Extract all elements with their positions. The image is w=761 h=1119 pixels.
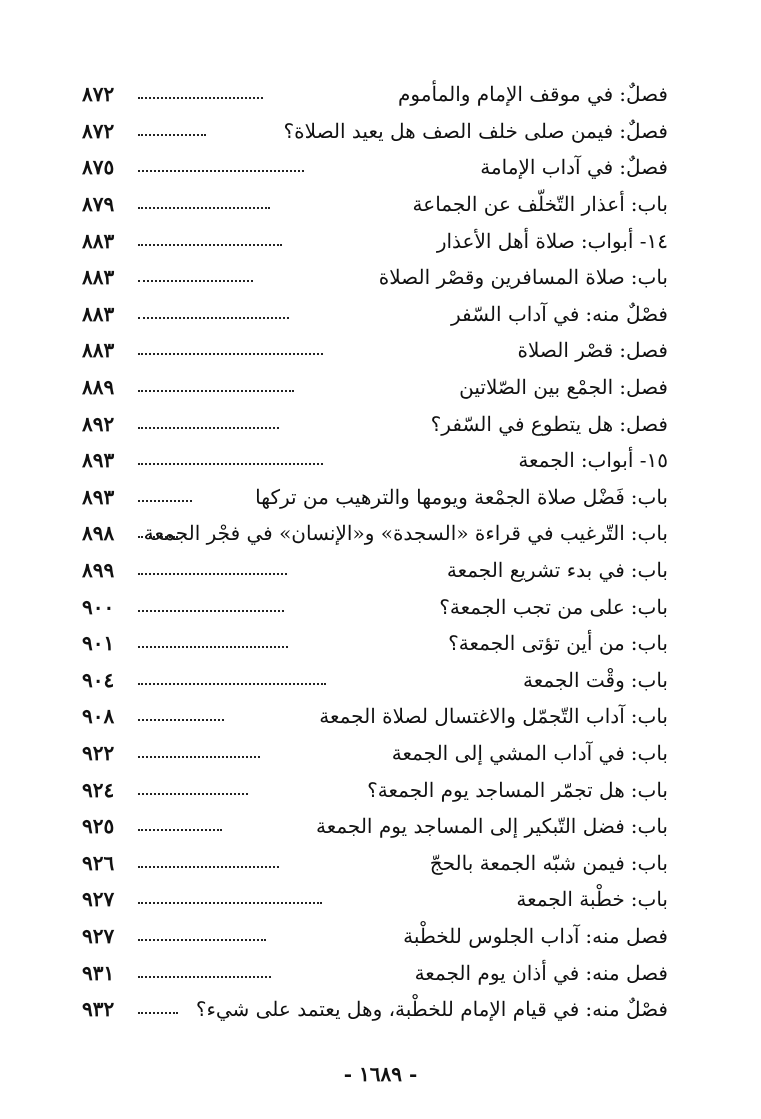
dot-leader: [138, 170, 304, 172]
toc-title: آداب الجلوس للخطْبة: [403, 923, 580, 948]
toc-title: أعذار التّخلّف عن الجماعة: [412, 192, 625, 217]
dot-leader: [138, 902, 322, 904]
toc-entry-text: [336, 667, 668, 692]
toc-label: ١٤- أبواب:: [580, 228, 668, 253]
toc-entry-text: [234, 704, 668, 729]
toc-row: [82, 149, 668, 186]
toc-entry-text: [188, 997, 668, 1022]
toc-row: [82, 515, 668, 552]
toc-page-number: ٨٨٣: [82, 338, 115, 363]
toc-page-number: ٨٨٣: [82, 301, 115, 326]
toc-title: الجمعة: [518, 448, 575, 473]
toc-page-number: ٨٩٩: [82, 558, 115, 583]
dot-leader: [138, 353, 323, 355]
dot-leader: [138, 463, 323, 465]
toc-entry-text: [216, 118, 668, 143]
toc-label: فصْلٌ منه:: [585, 301, 668, 326]
toc-row: [82, 625, 668, 662]
toc-entry-text: [258, 777, 668, 802]
toc-page-number: ٩٠٤: [81, 667, 115, 692]
toc-title: الجمْع بين الصّلاتين: [459, 375, 614, 400]
dot-leader: [138, 207, 270, 209]
toc-row: [82, 186, 668, 223]
toc-entry-text: [304, 375, 668, 400]
toc-row: [82, 479, 668, 516]
toc-page-number: ٨٨٩: [81, 375, 115, 400]
toc-entry-text: [263, 265, 668, 290]
dot-leader: [138, 646, 288, 648]
toc-label: باب:: [630, 704, 668, 729]
toc-title: في آداب الإمامة: [480, 155, 614, 180]
toc-title: هل يتطوع في السّفر؟: [430, 411, 614, 436]
toc-page-number: ٨٩٣: [82, 484, 115, 509]
toc-title: في آداب السّفر: [450, 301, 580, 326]
toc-row: [82, 991, 668, 1028]
toc-label: باب:: [630, 484, 668, 509]
toc-row: [82, 332, 668, 369]
toc-entry-text: [299, 301, 668, 326]
toc-label: باب:: [630, 631, 668, 656]
dot-leader: [138, 683, 326, 685]
toc-label: ١٥- أبواب:: [580, 448, 668, 473]
toc-label: باب:: [630, 850, 668, 875]
toc-label: باب:: [630, 777, 668, 802]
toc-entry-text: [314, 155, 668, 180]
toc-row: [82, 405, 668, 442]
toc-label: باب:: [630, 265, 668, 290]
toc-entry-text: [297, 558, 668, 583]
toc-label: فصل:: [619, 375, 668, 400]
toc-row: [82, 113, 668, 150]
toc-title: فضل التّبكير إلى المساجد يوم الجمعة: [315, 814, 625, 839]
toc-page-number: ٩٢٢: [82, 740, 115, 765]
toc-label: باب:: [630, 814, 668, 839]
toc-title: على من تجب الجمعة؟: [439, 594, 625, 619]
dot-leader: [138, 610, 284, 612]
toc-entry-text: [292, 228, 668, 253]
dot-leader: [138, 134, 206, 136]
dot-leader: [138, 976, 271, 978]
toc-label: باب:: [630, 740, 668, 765]
toc-row: [82, 844, 668, 881]
toc-label: فصل:: [619, 338, 668, 363]
toc-title: من أين تؤتى الجمعة؟: [448, 631, 625, 656]
toc-row: [82, 259, 668, 296]
toc-page-number: ٩٢٥: [81, 814, 115, 839]
dot-leader: [138, 793, 248, 795]
toc-label: باب:: [630, 521, 668, 546]
toc-entry-text: [289, 411, 668, 436]
dot-leader: [138, 1012, 178, 1014]
toc-entry-text: [273, 82, 668, 107]
toc-title: في آداب المشي إلى الجمعة: [391, 740, 625, 765]
toc-page-number: ٩٠١: [82, 631, 115, 656]
toc-row: [82, 662, 668, 699]
toc-label: فصْلٌ منه:: [585, 997, 668, 1022]
toc-page-number: ٨٨٣: [82, 228, 115, 253]
dot-leader: [138, 829, 222, 831]
toc-entry-text: [289, 850, 668, 875]
toc-page-number: ٩٢٦: [82, 850, 115, 875]
dot-leader: [138, 500, 192, 502]
toc-row: [82, 369, 668, 406]
toc-label: فصل:: [619, 411, 668, 436]
toc-title: في بدء تشريع الجمعة: [446, 558, 625, 583]
toc-row: [82, 954, 668, 991]
toc-title: صلاة أهل الأعذار: [436, 228, 575, 253]
toc-page-number: ٩٢٧: [82, 887, 115, 912]
dot-leader: [138, 317, 289, 319]
toc-page-number: ٨٩٢: [81, 411, 115, 436]
toc-title: خطْبة الجمعة: [516, 887, 625, 912]
toc-title: قصْر الصلاة: [517, 338, 614, 363]
toc-title: فيمن شبّه الجمعة بالحجّ: [429, 850, 625, 875]
toc-label: فصلٌ:: [619, 82, 668, 107]
toc-page-number: ٩٠٠: [81, 594, 115, 619]
toc-label: باب:: [630, 558, 668, 583]
toc-row: [82, 771, 668, 808]
toc-title: وقْت الجمعة: [523, 667, 625, 692]
toc-page-number: ٨٧٥: [81, 155, 115, 180]
toc-entry-text: [281, 960, 668, 985]
toc-page-number: ٨٩٨: [82, 521, 115, 546]
toc-entry-text: [298, 631, 668, 656]
toc-row: [82, 552, 668, 589]
toc-page-number: ٨٨٣: [82, 265, 115, 290]
toc-row: [82, 918, 668, 955]
toc-entry-text: [232, 814, 668, 839]
dot-leader: [138, 536, 178, 538]
toc-entry-text: [143, 521, 668, 546]
toc-title: آداب التّجمّل والاغتسال لصلاة الجمعة: [319, 704, 625, 729]
toc-page-number: ٨٧٩: [82, 192, 115, 217]
toc-entry-text: [270, 740, 668, 765]
table-of-contents: [82, 76, 668, 1027]
toc-page-number: ٩٠٨: [82, 704, 115, 729]
dot-leader: [138, 756, 260, 758]
toc-page-number: ٩٣٢: [82, 997, 115, 1022]
dot-leader: [138, 573, 287, 575]
toc-entry-text: [202, 484, 668, 509]
toc-page-number: ٩٢٧: [82, 923, 115, 948]
toc-row: [82, 76, 668, 113]
toc-page-number: ٩٣١: [81, 960, 115, 985]
dot-leader: [138, 866, 279, 868]
toc-label: باب:: [630, 887, 668, 912]
dot-leader: [138, 97, 263, 99]
toc-row: [82, 222, 668, 259]
toc-entry-text: [276, 923, 668, 948]
toc-title: في موقف الإمام والمأموم: [398, 82, 614, 107]
toc-label: فصل منه:: [585, 960, 668, 985]
toc-row: [82, 296, 668, 333]
toc-title: فَضْل صلاة الجمْعة ويومها والترهيب من تركها: [255, 484, 625, 509]
toc-label: فصل منه:: [585, 923, 668, 948]
toc-entry-text: [333, 448, 668, 473]
dot-leader: [138, 280, 253, 282]
toc-page-number: ٨٧٢: [81, 82, 115, 107]
toc-row: [82, 588, 668, 625]
toc-page-number: ٩٢٤: [82, 777, 115, 802]
toc-row: [82, 808, 668, 845]
dot-leader: [138, 427, 279, 429]
toc-entry-text: [280, 192, 668, 217]
toc-label: باب:: [630, 594, 668, 619]
toc-entry-text: [332, 887, 668, 912]
toc-row: [82, 881, 668, 918]
dot-leader: [138, 719, 224, 721]
toc-label: باب:: [630, 192, 668, 217]
toc-page-number: ٨٩٣: [82, 448, 115, 473]
toc-label: فصلٌ:: [619, 118, 668, 143]
toc-entry-text: [333, 338, 668, 363]
toc-title: التّرغيب في قراءة «السجدة» و«الإنسان» في فجْر الجمعة: [143, 521, 625, 546]
toc-row: [82, 442, 668, 479]
toc-label: باب:: [630, 667, 668, 692]
toc-page-number: ٨٧٢: [81, 118, 115, 143]
toc-label: فصلٌ:: [619, 155, 668, 180]
toc-title: فيمن صلى خلف الصف هل يعيد الصلاة؟: [283, 118, 614, 143]
toc-row: [82, 698, 668, 735]
dot-leader: [138, 939, 266, 941]
toc-row: [82, 735, 668, 772]
page-footer-number: - ١٦٨٩ -: [343, 1062, 418, 1086]
dot-leader: [138, 390, 294, 392]
toc-title: هل تجمّر المساجد يوم الجمعة؟: [367, 777, 625, 802]
dot-leader: [138, 244, 282, 246]
toc-entry-text: [294, 594, 668, 619]
toc-title: في أذان يوم الجمعة: [414, 960, 580, 985]
toc-title: صلاة المسافرين وقصْر الصلاة: [378, 265, 625, 290]
toc-title: في قيام الإمام للخطْبة، وهل يعتمد على شيء؟: [195, 997, 580, 1022]
